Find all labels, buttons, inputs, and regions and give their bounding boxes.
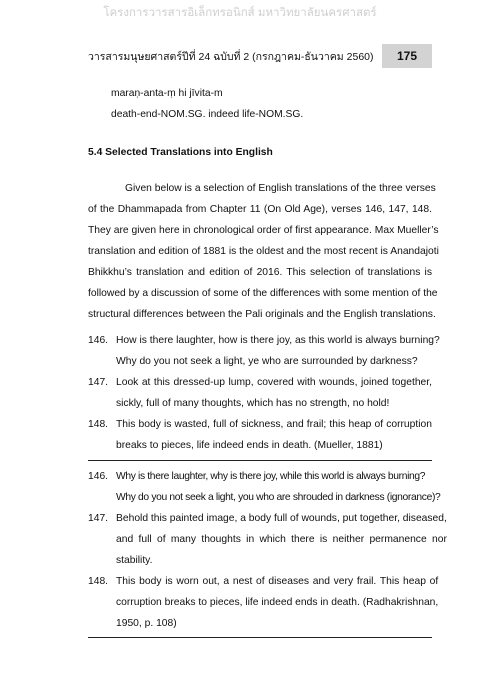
verse-line: sickly, full of many thoughts, which has no strength, no hold!: [116, 398, 390, 409]
watermark: โครงการวารสารอิเล็กทรอนิกส์ มหาวิทยาลัยนครศาสตร์: [103, 7, 377, 19]
gloss-pali-line: maraṇ-anta-ṃ hi jīvita-m: [111, 88, 223, 99]
verse-line: Why do you not seek a light, you who are shrouded in darkness (ignorance)?: [116, 492, 441, 503]
verse-line: Why do you not seek a light, ye who are surrounded by darkness?: [116, 356, 418, 367]
verse-line: Look at this dressed-up lump, covered with wounds, joined together,: [116, 377, 432, 388]
page-content: [88, 83, 447, 643]
verse-line: breaks to pieces, life indeed ends in death. (Mueller, 1881): [116, 440, 383, 451]
paragraph-line: of the Dhammapada from Chapter 11 (On Old Age), verses 146, 147, 148.: [88, 204, 432, 215]
verse-number: 147.: [88, 513, 109, 524]
verse-line: This body is wasted, full of sickness, and frail; this heap of corruption: [116, 419, 432, 430]
verse-line: stability.: [116, 555, 153, 566]
page-number: 175: [382, 44, 432, 68]
gloss-translation-line: death-end-NOM.SG. indeed life-NOM.SG.: [111, 109, 304, 120]
verse-146: [88, 330, 440, 372]
paragraph-line: followed by a discussion of some of the differences with some mention of the: [88, 288, 438, 299]
page-header: [88, 44, 432, 68]
verse-line: This body is worn out, a nest of diseases and very frail. This heap of: [116, 576, 439, 587]
paragraph-line: They are given here in chronological order of first appearance. Max Mueller’s: [88, 225, 439, 236]
verse-147: [88, 508, 447, 571]
journal-title: วารสารมนุษยศาสตร์ปีที่ 24 ฉบับที่ 2 (กรกฎาคม-ธันวาคม 2560): [88, 51, 374, 63]
verse-number: 148.: [88, 419, 109, 430]
paragraph-line: translation and edition of 1881 is the oldest and the most recent is Anandajoti: [88, 246, 439, 257]
translation-divider: [88, 637, 432, 638]
verse-line: Behold this painted image, a body full of wounds, put together, diseased,: [116, 513, 447, 524]
intro-paragraph: [88, 178, 439, 325]
verse-line: How is there laughter, how is there joy, as this world is always burning?: [116, 335, 440, 346]
translation-divider: [88, 460, 432, 461]
verse-line: 1950, p. 108): [116, 618, 177, 629]
paragraph-line: structural differences between the Pali originals and the English translations.: [88, 309, 436, 320]
gloss-block: [88, 83, 432, 125]
verse-number: 147.: [88, 377, 109, 388]
verse-number: 148.: [88, 576, 109, 587]
verse-148: [88, 414, 432, 456]
verse-number: 146.: [88, 335, 109, 346]
verse-number: 146.: [88, 471, 109, 482]
verse-148: [88, 571, 439, 634]
translation-radhakrishnan: [88, 466, 447, 634]
verse-146: [88, 466, 441, 508]
paragraph-line: Bhikkhu’s translation and edition of 2016. This selection of translations is: [88, 267, 432, 278]
paragraph-line: Given below is a selection of English translations of the three verses: [125, 183, 436, 194]
section-heading: 5.4 Selected Translations into English: [88, 147, 273, 158]
translation-mueller: [88, 330, 440, 456]
verse-147: [88, 372, 432, 414]
verse-line: corruption breaks to pieces, life indeed ends in death. (Radhakrishnan,: [116, 597, 439, 608]
verse-line: and full of many thoughts in which there is neither permanence nor: [116, 534, 447, 545]
verse-line: Why is there laughter, why is there joy, while this world is always burning?: [116, 471, 426, 482]
